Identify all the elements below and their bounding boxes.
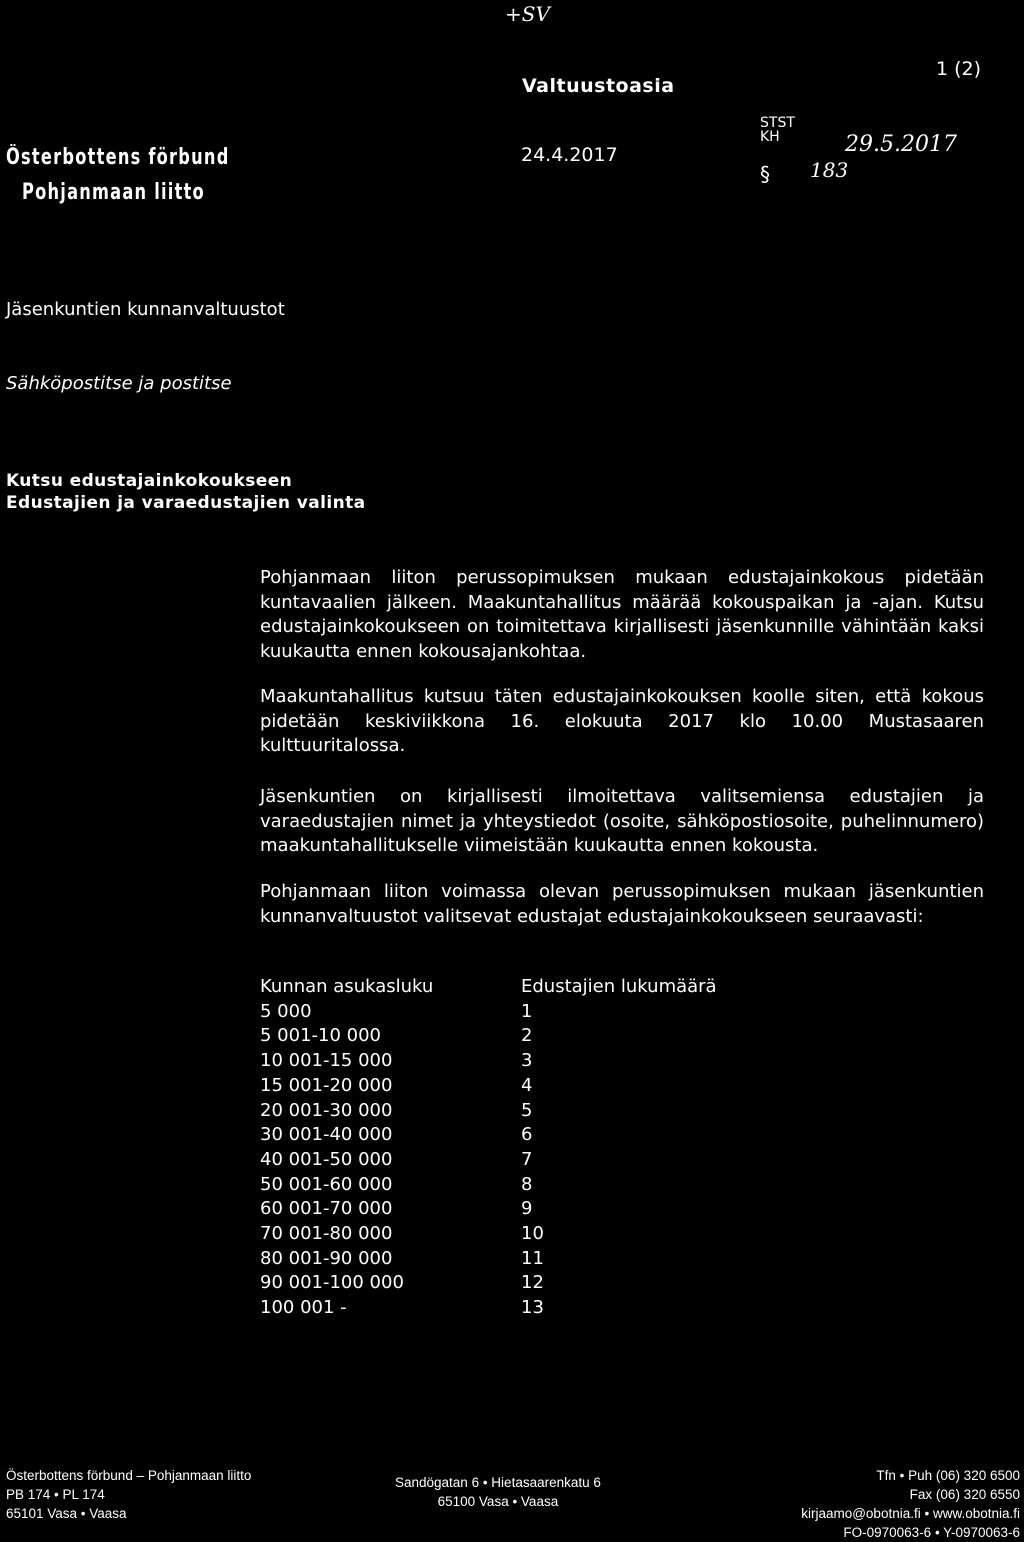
footer-contact (801, 1466, 1020, 1542)
representatives-cell: 12 (521, 1272, 544, 1294)
footer-organization (6, 1466, 251, 1523)
body-paragraph-4: Pohjanmaan liiton voimassa olevan perussopimuksen mukaan jäsenkuntien kunnanvaltuustot valitsevat edustajat edustajainkokoukseen seuraavasti: (260, 881, 984, 927)
stamp-line-1: STST (760, 115, 795, 131)
subject-heading (6, 470, 365, 514)
representatives-cell: 3 (521, 1050, 533, 1072)
stamp-line-2: KH (760, 129, 780, 145)
table-row (260, 1148, 717, 1173)
table-row (260, 1271, 717, 1296)
body-paragraph-2: Maakuntahallitus kutsuu täten edustajainkokouksen koolle siten, että kokous pidetään keskiviikkona 16. elokuuta 2017 klo 10.00 Mustasaaren kulttuuritalossa. (260, 686, 984, 756)
representatives-cell: 5 (521, 1099, 533, 1121)
handwritten-stamp-date: 29.5.2017 (845, 132, 957, 157)
footer-line: 65101 Vasa • Vaasa (6, 1506, 127, 1521)
org-name-finnish: Pohjanmaan liitto (22, 180, 205, 205)
representatives-cell: 2 (521, 1025, 533, 1047)
subject-line-1: Kutsu edustajainkokoukseen (6, 471, 293, 491)
footer-address (395, 1473, 601, 1511)
population-cell: 80 001-90 000 (260, 1247, 393, 1269)
table-header-population: Kunnan asukasluku (260, 976, 434, 997)
table-header-count: Edustajien lukumäärä (521, 976, 717, 997)
footer-line: Sandögatan 6 • Hietasaarenkatu 6 (395, 1475, 601, 1490)
representatives-cell: 1 (521, 1000, 533, 1022)
population-cell: 90 001-100 000 (260, 1272, 404, 1294)
footer-line: PB 174 • PL 174 (6, 1487, 105, 1502)
footer-line: Tfn • Puh (06) 320 6500 (876, 1468, 1020, 1483)
table-row (260, 1296, 717, 1321)
representatives-cell: 4 (521, 1074, 533, 1096)
page-number: 1 (2) (936, 58, 982, 80)
table-row (260, 1074, 717, 1099)
population-cell: 10 001-15 000 (260, 1050, 393, 1072)
org-name-swedish: Österbottens förbund (6, 145, 230, 170)
registry-stamp (760, 116, 795, 144)
document-date: 24.4.2017 (521, 144, 618, 166)
representatives-table (260, 975, 717, 1321)
representatives-cell: 9 (521, 1198, 533, 1220)
table-row (260, 1197, 717, 1222)
table-row (260, 1222, 717, 1247)
table-header-row (260, 975, 717, 1000)
representatives-cell: 7 (521, 1148, 533, 1170)
population-cell: 50 001-60 000 (260, 1173, 393, 1195)
footer-line: FO-0970063-6 • Y-0970063-6 (843, 1525, 1020, 1540)
population-cell: 20 001-30 000 (260, 1099, 393, 1121)
delivery-method: Sähköpostitse ja postitse (6, 373, 232, 394)
population-cell: 5 000 (260, 1000, 312, 1022)
stamp-section-sign: § (760, 162, 770, 186)
handwritten-stamp-number: 183 (810, 158, 849, 182)
handwritten-top-mark: +SV (505, 2, 550, 26)
population-cell: 15 001-20 000 (260, 1074, 393, 1096)
representatives-cell: 10 (521, 1223, 544, 1245)
representatives-cell: 6 (521, 1124, 533, 1146)
table-row (260, 1099, 717, 1124)
representatives-cell: 11 (521, 1247, 544, 1269)
population-cell: 60 001-70 000 (260, 1198, 393, 1220)
population-cell: 5 001-10 000 (260, 1025, 382, 1047)
body-paragraph-1: Pohjanmaan liiton perussopimuksen mukaan edustajainkokous pidetään kuntavaalien jälkeen. Maakuntahallitus määrää kokouspaikan ja -ajan. Kutsu edustajainkokoukseen on toimitettava kirjallisesti jäsenkunnille vähintään kaksi kuukautta ennen kokousajankohtaa. (260, 567, 984, 662)
population-cell: 40 001-50 000 (260, 1148, 393, 1170)
table-row (260, 1024, 717, 1049)
table-row (260, 1049, 717, 1074)
table-row (260, 1123, 717, 1148)
footer-line: Österbottens förbund – Pohjanmaan liitto (6, 1468, 252, 1483)
table-row (260, 1000, 717, 1025)
population-cell: 30 001-40 000 (260, 1124, 393, 1146)
population-cell: 100 001 - (260, 1297, 347, 1319)
subject-line-2: Edustajien ja varaedustajien valinta (6, 493, 366, 513)
table-row (260, 1247, 717, 1272)
recipient: Jäsenkuntien kunnanvaltuustot (6, 299, 285, 320)
population-cell: 70 001-80 000 (260, 1223, 393, 1245)
table-row (260, 1173, 717, 1198)
document-type: Valtuustoasia (522, 75, 675, 97)
representatives-cell: 8 (521, 1173, 533, 1195)
representatives-cell: 13 (521, 1297, 544, 1319)
footer-line: Fax (06) 320 6550 (909, 1487, 1020, 1502)
body-paragraph-3: Jäsenkuntien on kirjallisesti ilmoitettava valitsemiensa edustajien ja varaedustajien nimet ja yhteystiedot (osoite, sähköpostiosoite, puhelinnumero) maakuntahallitukselle viimeistään kuukautta ennen kokousta. (260, 786, 984, 856)
footer-line: kirjaamo@obotnia.fi • www.obotnia.fi (801, 1506, 1020, 1521)
footer-line: 65100 Vasa • Vaasa (437, 1494, 559, 1509)
